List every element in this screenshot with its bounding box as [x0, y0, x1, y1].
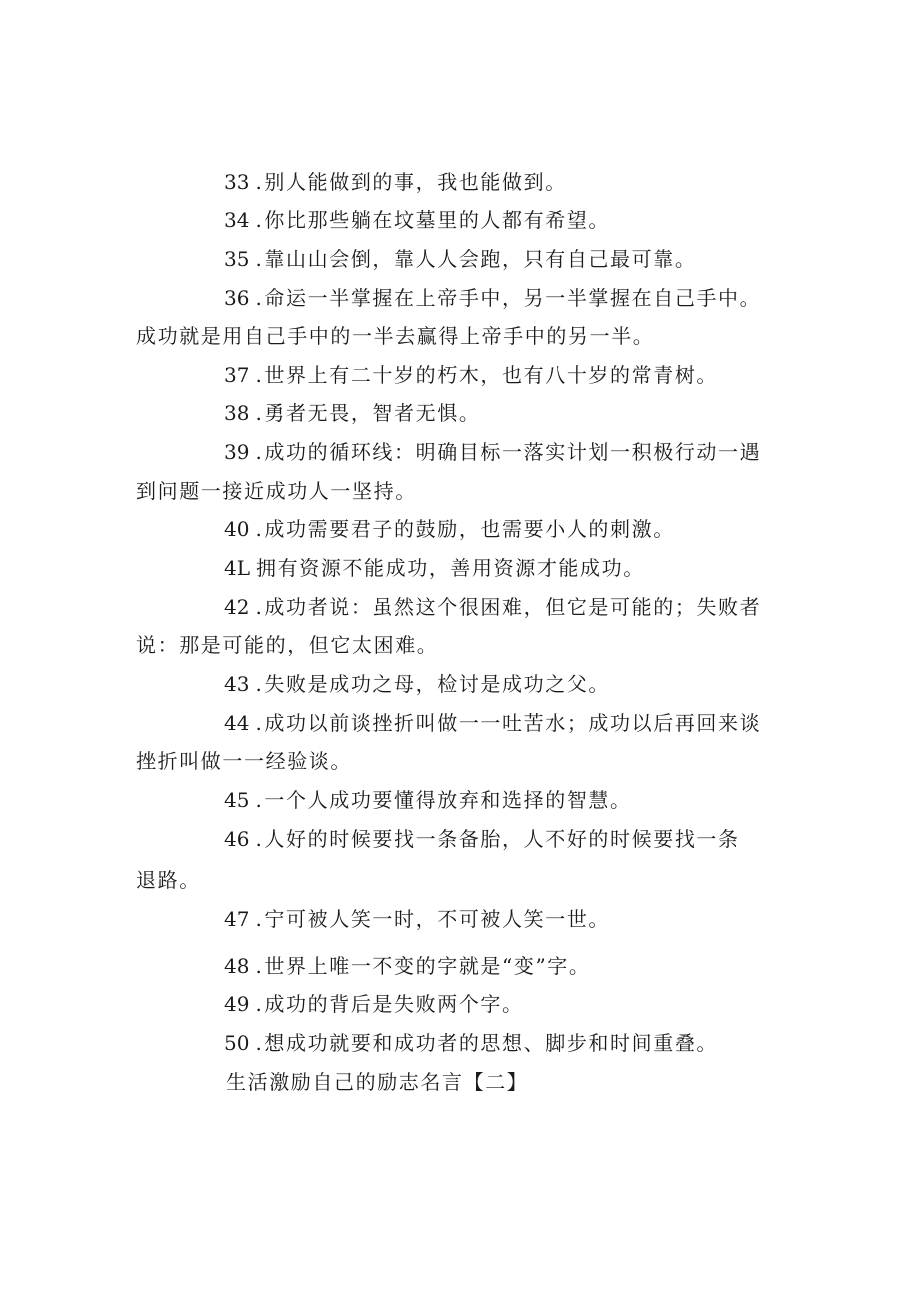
item-text: 成功者说：虽然这个很困难，但它是可能的；失败者 [264, 595, 762, 619]
item-number: 46 [224, 827, 250, 851]
item-text: 世界上有二十岁的朽木，也有八十岁的常青树。 [264, 363, 719, 387]
list-item-33: 33 .别人能做到的事，我也能做到。 [224, 170, 567, 194]
list-item-37: 37 .世界上有二十岁的朽木，也有八十岁的常青树。 [224, 363, 719, 387]
item-text: 命运一半掌握在上帝手中，另一半掌握在自己手中。 [264, 286, 762, 310]
item-number: 44 [224, 711, 250, 735]
item-text: 别人能做到的事，我也能做到。 [264, 170, 567, 194]
item-text: 勇者无畏，智者无惧。 [264, 401, 481, 425]
item-number: 4L [224, 556, 251, 580]
list-item-40: 40 .成功需要君子的鼓励，也需要小人的刺激。 [224, 517, 675, 541]
item-number: 50 [224, 1031, 250, 1055]
item-text: 宁可被人笑一时，不可被人笑一世。 [264, 907, 611, 931]
item-text: 成功需要君子的鼓励，也需要小人的刺激。 [264, 517, 675, 541]
list-item-38: 38 .勇者无畏，智者无惧。 [224, 401, 481, 425]
item-number: 39 [224, 440, 250, 464]
item-text-continuation: 到问题一接近成功人一坚持。 [136, 479, 417, 503]
item-text-continuation: 成功就是用自己手中的一半去赢得上帝手中的另一半。 [136, 324, 655, 348]
list-item-45: 45 .一个人成功要懂得放弃和选择的智慧。 [224, 788, 632, 812]
item-text: 成功以前谈挫折叫做一一吐苦水；成功以后再回来谈 [264, 711, 762, 735]
item-text-continuation: 说：那是可能的，但它太困难。 [136, 633, 439, 657]
list-item-44-continuation [136, 747, 352, 775]
list-item-46-continuation [136, 866, 201, 894]
item-text: 成功的背后是失败两个字。 [264, 992, 524, 1016]
list-item-47: 47 .宁可被人笑一时，不可被人笑一世。 [224, 907, 611, 931]
item-text: 一个人成功要懂得放弃和选择的智慧。 [264, 788, 632, 812]
list-item-48: 48 .世界上唯一不变的字就是“变”字。 [224, 954, 591, 978]
list-item-36-continuation [136, 322, 654, 350]
list-item-44: 44 .成功以前谈挫折叫做一一吐苦水；成功以后再回来谈 [224, 711, 762, 735]
list-item-46: 46 .人好的时候要找一条备胎，人不好的时候要找一条 [224, 827, 740, 851]
list-item-36: 36 .命运一半掌握在上帝手中，另一半掌握在自己手中。 [224, 286, 762, 310]
item-number: 48 [224, 954, 250, 978]
item-number: 34 [224, 208, 250, 232]
list-item-39: 39 .成功的循环线：明确目标一落实计划一积极行动一遇 [224, 440, 762, 464]
item-number: 49 [224, 992, 250, 1016]
item-text: 人好的时候要找一条备胎，人不好的时候要找一条 [264, 827, 740, 851]
list-item-42: 42 .成功者说：虽然这个很困难，但它是可能的；失败者 [224, 595, 762, 619]
list-item-43: 43 .失败是成功之母，检讨是成功之父。 [224, 672, 611, 696]
item-number: 40 [224, 517, 250, 541]
list-item-50: 50 .想成功就要和成功者的思想、脚步和时间重叠。 [224, 1031, 719, 1055]
item-number: 36 [224, 286, 250, 310]
list-item-39-continuation [136, 477, 417, 505]
item-text: 世界上唯一不变的字就是“变”字。 [264, 954, 591, 978]
list-item-49: 49 .成功的背后是失败两个字。 [224, 992, 524, 1016]
item-text: 靠山山会倒，靠人人会跑，只有自己最可靠。 [264, 247, 697, 271]
item-text: 成功的循环线：明确目标一落实计划一积极行动一遇 [264, 440, 762, 464]
list-item-41 [224, 554, 645, 582]
item-number: 35 [224, 247, 250, 271]
list-item-42-continuation [136, 631, 438, 659]
item-number: 43 [224, 672, 250, 696]
item-number: 37 [224, 363, 250, 387]
item-text-continuation: 退路。 [136, 868, 201, 892]
item-number: 42 [224, 595, 250, 619]
item-number: 38 [224, 401, 250, 425]
item-text-continuation: 挫折叫做一一经验谈。 [136, 749, 352, 773]
item-text: 想成功就要和成功者的思想、脚步和时间重叠。 [264, 1031, 719, 1055]
list-item-34: 34 .你比那些躺在坟墓里的人都有希望。 [224, 208, 611, 232]
item-number: 45 [224, 788, 250, 812]
item-text: 你比那些躺在坟墓里的人都有希望。 [264, 208, 611, 232]
list-item-35: 35 .靠山山会倒，靠人人会跑，只有自己最可靠。 [224, 247, 697, 271]
section-heading: 生活激励自己的励志名言【二】 [226, 1070, 529, 1094]
item-number: 33 [224, 170, 250, 194]
item-number: 47 [224, 907, 250, 931]
item-text: 拥有资源不能成功，善用资源才能成功。 [256, 556, 645, 580]
item-text: 失败是成功之母，检讨是成功之父。 [264, 672, 611, 696]
